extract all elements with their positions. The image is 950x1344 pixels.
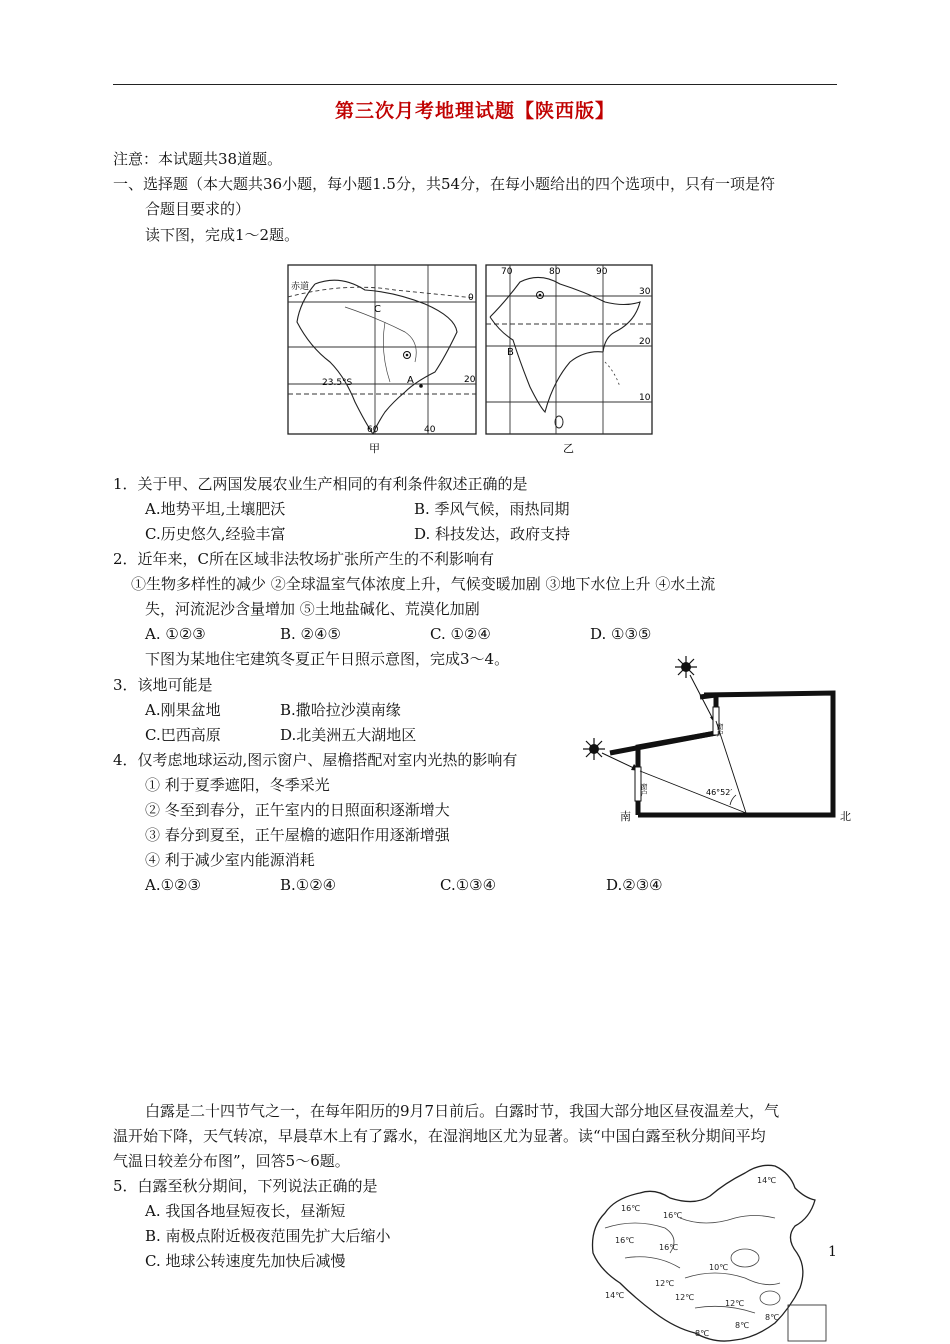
isoline-label-8: 12℃ — [675, 1293, 695, 1302]
house-figure-intro: 下图为某地住宅建筑冬夏正午日照示意图，完成3～4。 — [145, 650, 510, 668]
label-point-a: A — [407, 375, 414, 386]
label-lon40: 40 — [424, 425, 436, 435]
isoline-label-7: 12℃ — [655, 1279, 675, 1288]
q3-option-d: D.北美洲五大湖地区 — [280, 726, 417, 744]
section-heading-line2: 合题目要求的） — [145, 200, 251, 218]
map-jia — [288, 265, 476, 455]
south-label: 南 — [620, 810, 631, 823]
q4-option-c: C.①③④ — [440, 876, 497, 894]
isoline-label-12: 8℃ — [735, 1321, 750, 1330]
q2-option-a: A. ①②③ — [145, 625, 206, 643]
q4-stem: 4．仅考虑地球运动,图示窗户、屋檐搭配对室内光热的影响有 — [113, 751, 518, 769]
isoline-label-1: 16℃ — [621, 1204, 641, 1213]
top-rule — [113, 84, 837, 85]
q4-statement-2: ② 冬至到春分，正午室内的日照面积逐渐增大 — [145, 801, 450, 819]
label-lon90: 90 — [596, 267, 608, 277]
isoline-label-5: 16℃ — [659, 1243, 679, 1252]
map-yi — [486, 265, 652, 455]
sun-icon-upper — [675, 656, 697, 678]
label-lon70: 70 — [501, 267, 513, 277]
q2-option-b: B. ②④⑤ — [280, 625, 341, 643]
q1-stem: 1．关于甲、乙两国发展农业生产相同的有利条件叙述正确的是 — [113, 475, 528, 493]
label-lat10: 10 — [639, 393, 651, 403]
q5-option-a: A. 我国各地昼短夜长，昼渐短 — [145, 1202, 346, 1220]
read-map-instruction: 读下图，完成1～2题。 — [145, 226, 300, 244]
isoline-label-13: 8℃ — [765, 1313, 780, 1322]
angle-label: 46°52′ — [706, 788, 733, 797]
q3-stem: 3．该地可能是 — [113, 676, 213, 694]
q4-statement-4: ④ 利于减少室内能源消耗 — [145, 851, 315, 869]
label-lon60: 60 — [367, 425, 379, 435]
q2-statements-line1: ①生物多样性的减少 ②全球温室气体浓度上升，气候变暖加剧 ③地下水位上升 ④水土流 — [131, 575, 716, 593]
isoline-label-3: 14℃ — [757, 1176, 777, 1185]
caption-jia: 甲 — [369, 442, 380, 455]
q5-stem: 5．白露至秋分期间，下列说法正确的是 — [113, 1177, 378, 1195]
label-point-c: C — [374, 304, 381, 315]
note-line: 注意：本试题共38道题。 — [113, 150, 283, 168]
label-equator: 赤道 — [291, 282, 310, 292]
q1-option-a: A.地势平坦,土壤肥沃 — [145, 500, 286, 518]
q1-option-d: D. 科技发达，政府支持 — [414, 525, 571, 543]
q5-option-c: C. 地球公转速度先加快后减慢 — [145, 1252, 346, 1270]
window-label-lower: 窗户 — [640, 783, 648, 797]
q1-option-b: B. 季风气候，雨热同期 — [414, 500, 570, 518]
sun-icon-lower — [583, 738, 605, 760]
map-figure-jia-yi — [285, 262, 655, 458]
section-heading-line1: 一、选择题（本大题共36小题，每小题1.5分，共54分，在每小题给出的四个选项中，只有一项是符 — [113, 175, 776, 193]
bailu-passage-line1: 白露是二十四节气之一，在每年阳历的9月7日前后。白露时节，我国大部分地区昼夜温差大，气 — [145, 1102, 780, 1120]
q3-option-b: B.撒哈拉沙漠南缘 — [280, 701, 401, 719]
q2-statements-line2: 失，河流泥沙含量增加 ⑤土地盐碱化、荒漠化加剧 — [145, 600, 480, 618]
china-temperature-range-map — [585, 1158, 830, 1344]
north-label: 北 — [840, 810, 851, 823]
house-sunlight-figure — [580, 655, 855, 830]
label-lon80: 80 — [549, 267, 561, 277]
q4-statement-1: ① 利于夏季遮阳，冬季采光 — [145, 776, 330, 794]
isoline-label-10: 12℃ — [725, 1299, 745, 1308]
q2-option-c: C. ①②④ — [430, 625, 491, 643]
isoline-label-6: 10℃ — [709, 1263, 729, 1272]
label-lat0: 0 — [468, 293, 474, 303]
label-lat30: 30 — [639, 287, 651, 297]
q5-option-b: B. 南极点附近极夜范围先扩大后缩小 — [145, 1227, 391, 1245]
q4-option-a: A.①②③ — [145, 876, 201, 894]
isoline-label-4: 16℃ — [615, 1236, 635, 1245]
bailu-passage-line3: 气温日较差分布图”，回答5～6题。 — [113, 1152, 350, 1170]
q3-option-a: A.刚果盆地 — [145, 701, 221, 719]
isoline-label-9: 14℃ — [605, 1291, 625, 1300]
label-point-b: B — [507, 347, 514, 358]
isoline-label-11: 8℃ — [695, 1329, 710, 1338]
bailu-passage-line2: 温开始下降，天气转凉，早晨草木上有了露水，在湿润地区尤为显著。读“中国白露至秋分期间平均 — [113, 1127, 766, 1145]
q1-option-c: C.历史悠久,经验丰富 — [145, 525, 286, 543]
q2-option-d: D. ①③⑤ — [590, 625, 652, 643]
q2-stem: 2．近年来，C所在区域非法牧场扩张所产生的不利影响有 — [113, 550, 495, 568]
page-title: 第三次月考地理试题【陕西版】 — [334, 100, 615, 122]
label-tropic: 23.5°S — [322, 378, 353, 388]
isoline-label-2: 16℃ — [663, 1211, 683, 1220]
window-label-upper: 窗户 — [716, 723, 724, 737]
caption-yi: 乙 — [563, 442, 574, 455]
label-lat20-jia: 20 — [464, 375, 476, 385]
q4-option-d: D.②③④ — [606, 876, 663, 894]
q3-option-c: C.巴西高原 — [145, 726, 221, 744]
q4-option-b: B.①②④ — [280, 876, 337, 894]
page-number: 1 — [828, 1244, 837, 1260]
q4-statement-3: ③ 春分到夏至，正午屋檐的遮阳作用逐渐增强 — [145, 826, 450, 844]
label-lat20-yi: 20 — [639, 337, 651, 347]
